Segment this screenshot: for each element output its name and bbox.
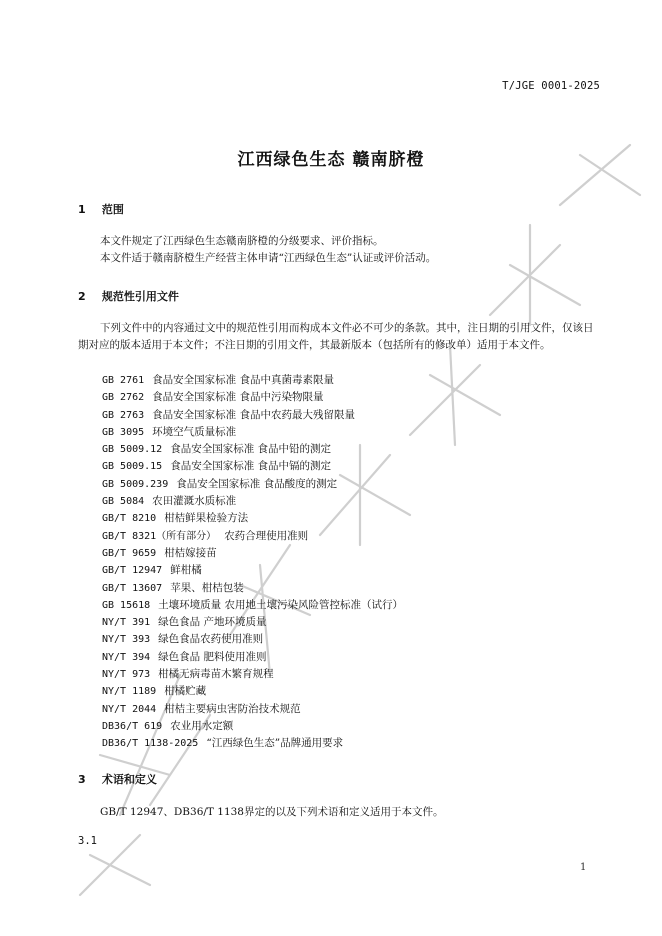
- list-item: [102, 666, 403, 683]
- reference-code: GB 5084: [102, 496, 145, 508]
- list-item: [102, 597, 403, 614]
- reference-list: [102, 372, 403, 753]
- reference-title: 环境空气质量标准: [152, 425, 237, 438]
- reference-code: NY/T 973: [102, 669, 151, 681]
- paragraph: 本文件规定了江西绿色生态赣南脐橙的分级要求、评价指标。: [100, 235, 384, 247]
- list-item: [102, 631, 403, 648]
- section-heading-normative-references: [78, 288, 179, 304]
- list-item: [102, 718, 403, 735]
- list-item: [102, 545, 403, 562]
- reference-code: GB 5009.15: [102, 461, 163, 473]
- scope-body: [78, 233, 600, 267]
- reference-title: 农田灌溉水质标准: [152, 495, 237, 508]
- list-item: [102, 476, 403, 493]
- reference-code: GB 15618: [102, 599, 151, 611]
- list-item: [102, 683, 403, 700]
- section-title: 范围: [101, 203, 124, 216]
- list-item: [102, 649, 403, 666]
- reference-title: 食品安全国家标准 食品中污染物限量: [152, 391, 324, 404]
- paragraph: GB/T 12947、DB36/T 1138界定的以及下列术语和定义适用于本文件。: [100, 806, 444, 818]
- reference-title: 食品安全国家标准 食品中铅的测定: [170, 443, 332, 456]
- list-item: [102, 735, 403, 752]
- list-item: [102, 701, 403, 718]
- list-item: [102, 580, 403, 597]
- reference-code: GB/T 8321（所有部分）: [102, 530, 217, 542]
- references-intro: [78, 320, 600, 354]
- reference-title: 柑橘贮藏: [164, 685, 207, 698]
- reference-title: 柑桔主要病虫害防治技术规范: [164, 702, 301, 715]
- reference-title: 鲜柑橘: [170, 564, 202, 577]
- paragraph: 下列文件中的内容通过文中的规范性引用而构成本文件必不可少的条款。其中，注日期的引用文件，仅该日期对应的版本适用于本文件；不注日期的引用文件，其最新版本（包括所有的修改单）适用于本文件。: [78, 322, 594, 351]
- reference-title: 食品安全国家标准 食品中农药最大残留限量: [152, 408, 355, 421]
- list-item: [102, 510, 403, 527]
- reference-code: GB/T 9659: [102, 547, 157, 559]
- reference-title: 土壤环境质量 农用地土壤污染风险管控标准（试行）: [158, 598, 404, 611]
- reference-title: 食品安全国家标准 食品酸度的测定: [176, 477, 338, 490]
- reference-code: GB 5009.12: [102, 444, 163, 456]
- document-code: T/JGE 0001-2025: [502, 80, 600, 92]
- list-item: [102, 614, 403, 631]
- list-item: [102, 372, 403, 389]
- list-item: [102, 424, 403, 441]
- reference-code: GB/T 12947: [102, 565, 163, 577]
- reference-code: GB 5009.239: [102, 478, 169, 490]
- section-number: 3: [78, 773, 86, 786]
- list-item: [102, 441, 403, 458]
- reference-title: 绿色食品 肥料使用准则: [158, 650, 267, 663]
- terms-intro: [78, 804, 600, 821]
- list-item: [102, 389, 403, 406]
- section-heading-scope: [78, 201, 124, 217]
- list-item: [102, 528, 403, 545]
- reference-title: 绿色食品农药使用准则: [158, 633, 264, 646]
- section-heading-terms-definitions: [78, 771, 157, 787]
- reference-code: NY/T 2044: [102, 703, 157, 715]
- reference-title: 柑桔鲜果检验方法: [164, 512, 249, 525]
- reference-code: DB36/T 1138-2025: [102, 738, 199, 750]
- reference-code: NY/T 391: [102, 617, 151, 629]
- reference-code: GB 2761: [102, 375, 145, 386]
- reference-code: DB36/T 619: [102, 720, 163, 732]
- reference-title: “江西绿色生态”品牌通用要求: [206, 737, 344, 750]
- reference-code: NY/T 394: [102, 651, 151, 663]
- list-item: [102, 458, 403, 475]
- list-item: [102, 407, 403, 424]
- list-item: [102, 562, 403, 579]
- reference-title: 绿色食品 产地环境质量: [158, 616, 267, 629]
- section-title: 术语和定义: [101, 773, 157, 786]
- reference-title: 苹果、柑桔包装: [170, 581, 244, 594]
- reference-code: NY/T 1189: [102, 686, 157, 698]
- reference-code: NY/T 393: [102, 634, 151, 646]
- section-title: 规范性引用文件: [101, 290, 179, 303]
- reference-code: GB 2763: [102, 409, 145, 421]
- document-title: 江西绿色生态 赣南脐橙: [237, 150, 425, 170]
- reference-title: 农药合理使用准则: [224, 529, 309, 542]
- section-number: 2: [78, 290, 86, 303]
- reference-code: GB/T 8210: [102, 513, 157, 525]
- reference-title: 食品安全国家标准 食品中镉的测定: [170, 460, 332, 473]
- list-item: [102, 493, 403, 510]
- section-number: 1: [78, 203, 86, 216]
- page-number: 1: [580, 862, 587, 873]
- reference-title: 农业用水定额: [170, 719, 234, 732]
- reference-code: GB 3095: [102, 426, 145, 438]
- reference-title: 柑桔嫁接苗: [164, 546, 217, 559]
- paragraph: 本文件适于赣南脐橙生产经营主体申请“江西绿色生态”认证或评价活动。: [100, 252, 437, 264]
- reference-title: 食品安全国家标准 食品中真菌毒素限量: [152, 374, 334, 386]
- reference-code: GB/T 13607: [102, 582, 163, 594]
- subclause-number: 3.1: [78, 835, 97, 847]
- reference-title: 柑橘无病毒苗木繁育规程: [158, 668, 274, 681]
- reference-code: GB 2762: [102, 392, 145, 404]
